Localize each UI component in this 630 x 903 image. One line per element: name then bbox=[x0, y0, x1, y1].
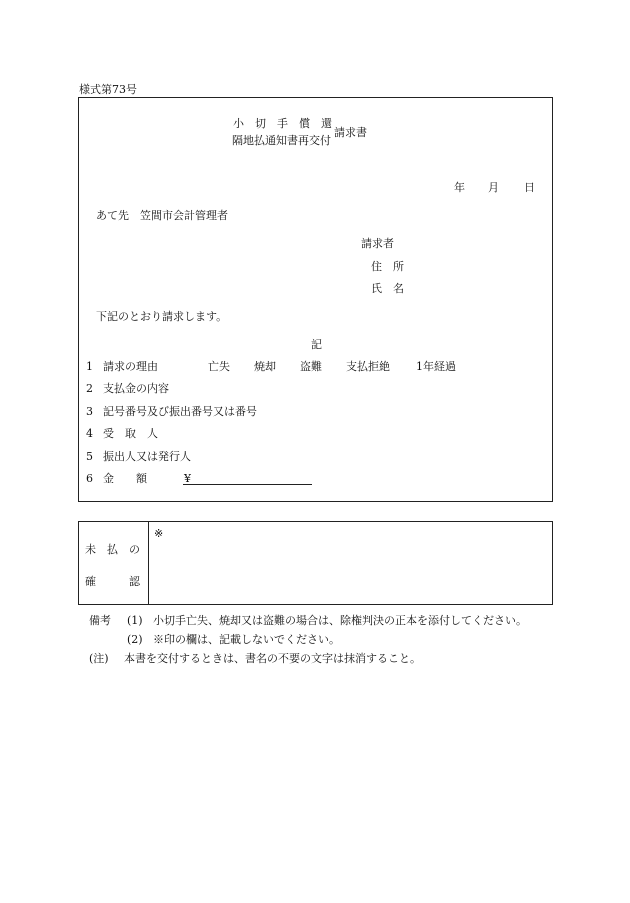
item-3-label: 記号番号及び振出番号又は番号 bbox=[103, 405, 257, 418]
item-1-label: 請求の理由 bbox=[103, 360, 158, 373]
note-chu-number: (注) bbox=[89, 652, 109, 665]
item-5-label: 振出人又は発行人 bbox=[103, 450, 191, 463]
item-4-label: 受 取 人 bbox=[103, 427, 158, 440]
item-6-number: 6 bbox=[86, 472, 93, 485]
addressee: あて先 笠間市会計管理者 bbox=[96, 209, 228, 222]
item-5-number: 5 bbox=[86, 450, 93, 463]
item-1-number: 1 bbox=[86, 360, 93, 373]
claimant-label: 請求者 bbox=[361, 237, 394, 250]
confirm-box-divider bbox=[148, 521, 149, 605]
title-line-1: 小 切 手 償 還 bbox=[233, 117, 332, 130]
item-4-number: 4 bbox=[86, 427, 93, 440]
title-line-2: 隔地払通知書再交付 bbox=[232, 134, 331, 147]
request-form-box bbox=[78, 97, 553, 502]
note-2-text: ※印の欄は、記載しないでください。 bbox=[153, 633, 340, 646]
item-6-label: 金 額 bbox=[103, 472, 147, 485]
amount-yen-symbol: ¥ bbox=[184, 472, 191, 485]
item-3-number: 3 bbox=[86, 405, 93, 418]
confirm-box bbox=[78, 521, 553, 605]
date-day: 日 bbox=[524, 181, 535, 194]
intro-text: 下記のとおり請求します。 bbox=[96, 310, 228, 323]
claimant-address-label: 住 所 bbox=[371, 260, 404, 273]
reason-burned: 焼却 bbox=[254, 360, 276, 373]
ki-heading: 記 bbox=[311, 338, 322, 351]
item-2-label: 支払金の内容 bbox=[103, 382, 169, 395]
note-1-number: (1) bbox=[127, 614, 143, 627]
confirm-mark: ※ bbox=[154, 527, 164, 540]
reason-stolen: 盗難 bbox=[300, 360, 322, 373]
confirm-label-top: 未 払 の bbox=[85, 543, 140, 556]
date-year: 年 bbox=[454, 181, 465, 194]
note-chu-text: 本書を交付するときは、書名の不要の文字は抹消すること。 bbox=[124, 652, 421, 665]
confirm-label-bottom: 確 認 bbox=[85, 575, 140, 588]
reason-one-year: 1年経過 bbox=[416, 360, 456, 373]
form-number: 様式第73号 bbox=[79, 83, 137, 96]
date-month: 月 bbox=[488, 181, 499, 194]
item-2-number: 2 bbox=[86, 382, 93, 395]
note-2-number: (2) bbox=[127, 633, 143, 646]
claimant-name-label: 氏 名 bbox=[371, 282, 404, 295]
reason-refused: 支払拒絶 bbox=[346, 360, 390, 373]
note-1-text: 小切手亡失、焼却又は盗難の場合は、除権判決の正本を添付してください。 bbox=[153, 614, 527, 627]
title-suffix: 請求書 bbox=[334, 126, 367, 139]
amount-underline bbox=[183, 484, 312, 485]
reason-lost: 亡失 bbox=[208, 360, 230, 373]
notes-biko-label: 備考 bbox=[89, 614, 111, 627]
